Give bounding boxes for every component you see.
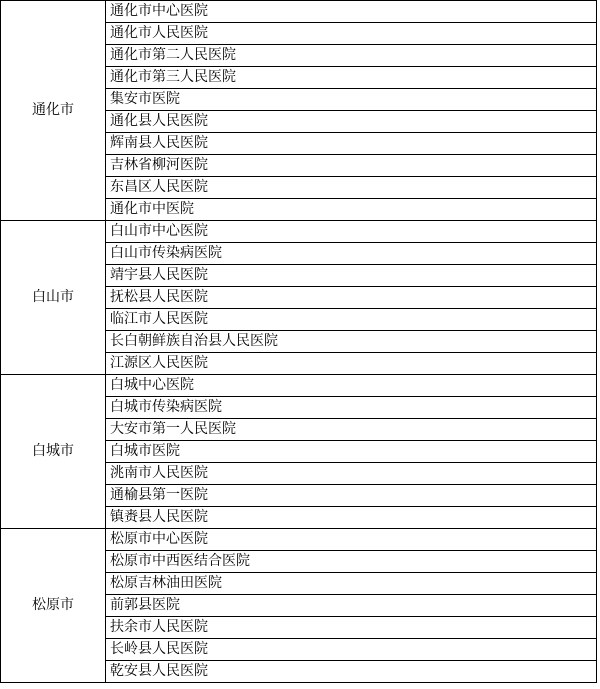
hospital-name-cell: 靖宇县人民医院 (106, 265, 597, 287)
hospital-name-cell: 辉南县人民医院 (106, 133, 597, 155)
city-cell: 白城市 (1, 375, 106, 529)
hospital-name-cell: 临江市人民医院 (106, 309, 597, 331)
hospital-name-cell: 长岭县人民医院 (106, 639, 597, 661)
table-row (1, 221, 597, 243)
hospital-name-cell: 松原市中西医结合医院 (106, 551, 597, 573)
hospital-name-cell: 通化县人民医院 (106, 111, 597, 133)
hospital-name-cell: 乾安县人民医院 (106, 661, 597, 683)
hospital-name-cell: 长白朝鲜族自治县人民医院 (106, 331, 597, 353)
hospital-name-cell: 松原吉林油田医院 (106, 573, 597, 595)
hospital-name-cell: 吉林省柳河医院 (106, 155, 597, 177)
hospital-name-cell: 江源区人民医院 (106, 353, 597, 375)
hospital-name-cell: 镇赉县人民医院 (106, 507, 597, 529)
hospital-name-cell: 通化市第二人民医院 (106, 45, 597, 67)
hospital-name-cell: 大安市第一人民医院 (106, 419, 597, 441)
hospital-name-cell: 白城市医院 (106, 441, 597, 463)
hospital-name-cell: 白城市传染病医院 (106, 397, 597, 419)
hospital-name-cell: 扶余市人民医院 (106, 617, 597, 639)
hospital-name-cell: 白城中心医院 (106, 375, 597, 397)
hospital-name-cell: 前郭县医院 (106, 595, 597, 617)
hospital-name-cell: 洮南市人民医院 (106, 463, 597, 485)
hospital-name-cell: 白山市传染病医院 (106, 243, 597, 265)
hospital-name-cell: 通化市人民医院 (106, 23, 597, 45)
hospital-name-cell: 通榆县第一医院 (106, 485, 597, 507)
hospital-name-cell: 抚松县人民医院 (106, 287, 597, 309)
hospital-name-cell: 通化市第三人民医院 (106, 67, 597, 89)
hospital-name-cell: 通化市中心医院 (106, 1, 597, 23)
hospital-name-cell: 松原市中心医院 (106, 529, 597, 551)
hospital-name-cell: 东昌区人民医院 (106, 177, 597, 199)
city-cell: 白山市 (1, 221, 106, 375)
table-row (1, 375, 597, 397)
hospital-name-cell: 通化市中医院 (106, 199, 597, 221)
table-row (1, 1, 597, 23)
table-row (1, 529, 597, 551)
hospital-name-cell: 白山市中心医院 (106, 221, 597, 243)
hospital-table-body (1, 1, 597, 683)
city-cell: 松原市 (1, 529, 106, 683)
hospital-name-cell: 集安市医院 (106, 89, 597, 111)
city-cell: 通化市 (1, 1, 106, 221)
